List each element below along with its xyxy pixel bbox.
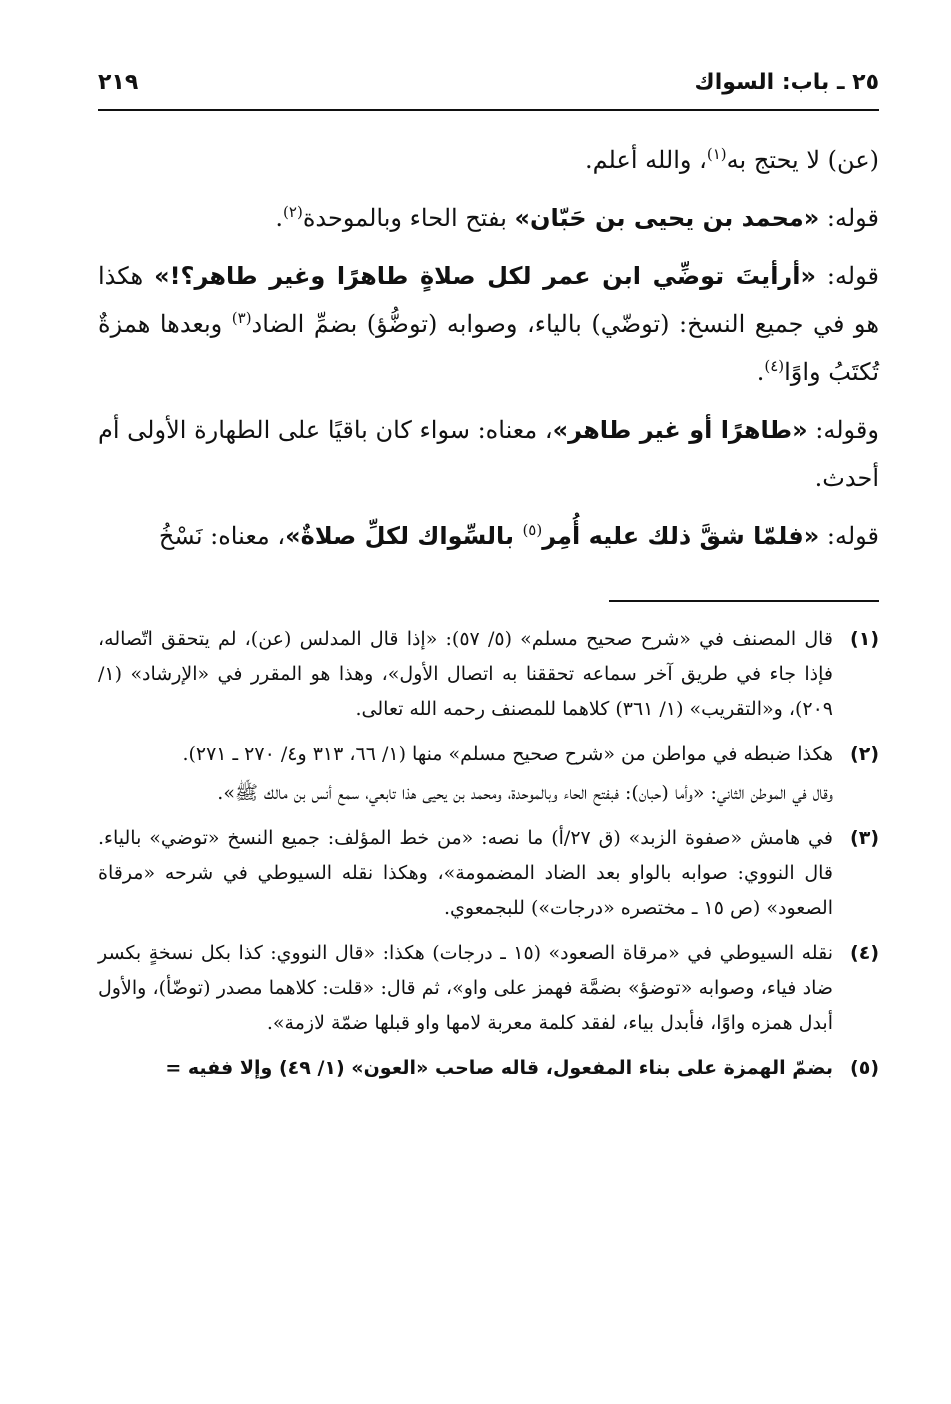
paragraph-5: قوله: «فلمّا شقَّ ذلك عليه أُمِر$^{(٥)}$ بالسِّواك لكلِّ صلاةٌ»، معناه: نَسْخُ (158, 521, 879, 550)
footnote-ref-2[interactable]: (٢) (283, 203, 303, 221)
quoted-phrase: «محمد بن يحيى بن حَبّان» (514, 204, 820, 232)
footnote-ref-5[interactable]: (٥) (522, 521, 543, 539)
footnote-1 (98, 622, 879, 731)
footnote-4 (98, 936, 879, 1045)
footnote-ref-1[interactable]: (١) (706, 145, 727, 163)
footnote-separator (609, 600, 879, 602)
quoted-phrase: بالسِّواك لكلِّ صلاةٌ» (285, 522, 523, 550)
paragraph-4: وقوله: «طاهرًا أو غير طاهر»، معناه: سواء كان باقيًا على الطهارة الأولى أم أحدث. (98, 416, 879, 492)
footnote-number: (٥) (850, 1057, 879, 1079)
footnote-number: (١) (850, 628, 879, 650)
header-rule (98, 109, 879, 111)
book-page (98, 0, 879, 1404)
paragraph-1: (عن) لا يحتج به$^{(١)}$، والله أعلم. (584, 145, 879, 174)
page-number: ٢١٩ (98, 69, 139, 95)
footnote-ref-3[interactable]: (٣) (231, 309, 252, 327)
page-header (98, 62, 879, 102)
paragraph-2: قوله: «محمد بن يحيى بن حَبّان» بفتح الحاء وبالموحدة$^{(٢)}$. (275, 203, 879, 232)
footnotes (98, 622, 879, 1096)
quoted-phrase: «أرأيتَ توضِّي ابن عمر لكل صلاةٍ طاهرًا وغير طاهر؟!» (154, 262, 816, 290)
footnote-number: (٢) (850, 743, 879, 765)
footnote-text: بضمّ الهمزة على بناء المفعول، قاله صاحب «العون» (١/ ٤٩) وإلا ففيه = (165, 1057, 833, 1079)
footnote-text: قال المصنف في «شرح صحيح مسلم» (٥/ ٥٧): «إذا قال المدلس (عن)، لم يتحقق اتّصاله، فإذا جاء في طريق آخر سماعه تحققنا به اتصال الأول»، وهذا هو المقرر في «الإرشاد» (١/ ٢٠٩)، و«التقريب» (١/ ٣٦١) كلاهما للمصنف رحمه الله تعالى. (98, 628, 833, 720)
footnote-text: نقله السيوطي في «مرقاة الصعود» (١٥ ـ درجات) هكذا: «قال النووي: كذا بكل نسخةٍ بكسر ضاد فياء، وصوابه «توضؤ» بضمَّة فهمز على واو»، ثم قال: «قلت: كلاهما مصدر (توضّأ)، والأول أبدل همزه واوًا، فأبدل بياء، لفقد كلمة معربة لامها واو قبلها ضمّة لازمة». (98, 942, 833, 1034)
footnote-number: (٣) (850, 827, 879, 849)
footnote-number: (٤) (850, 942, 879, 964)
footnote-5 (98, 1051, 879, 1090)
quoted-phrase: «طاهرًا أو غير طاهر» (552, 416, 808, 444)
paragraph-3: قوله: «أرأيتَ توضِّي ابن عمر لكل صلاةٍ طاهرًا وغير طاهر؟!» هكذا هو في جميع النسخ: (توضّي) بالياء، وصوابه (توضُّؤ) بضمِّ الضاد$^{(٣)}$ وبعدها همزةٌ تُكتَبُ واوًا$^{(٤)}$. (98, 262, 879, 386)
quoted-phrase: «فلمّا شقَّ ذلك عليه أُمِر (542, 522, 820, 550)
footnote-ref-4[interactable]: (٤) (764, 357, 785, 375)
main-text (98, 136, 879, 570)
footnote-text: في هامش «صفوة الزبد» (ق ٢٧/أ) ما نصه: «من خط المؤلف: جميع النسخ «توضي» بالياء. قال النووي: صوابه بالواو بعد الضاد المضمومة»، وهكذا نقله السيوطي في شرحه «مرقاة الصعود» (ص ١٥ ـ مختصره «درجات») للبجمعوي. (98, 827, 833, 919)
footnote-text: هكذا ضبطه في مواطن من «شرح صحيح مسلم» منها (١/ ٦٦، ٣١٣ و٤/ ٢٧٠ ـ ٢٧١). (182, 743, 833, 765)
chapter-title: ٢٥ ـ باب: السواك (694, 69, 879, 95)
footnote-text-continued: وقال في الموطن الثاني: «وأما (حبان): فبفتح الحاء وبالموحدة، ومحمد بن يحيى هذا تابعي، سمع أنس بن مالك ﷺ». (217, 782, 833, 804)
footnote-3 (98, 821, 879, 930)
footnote-2 (98, 737, 879, 815)
